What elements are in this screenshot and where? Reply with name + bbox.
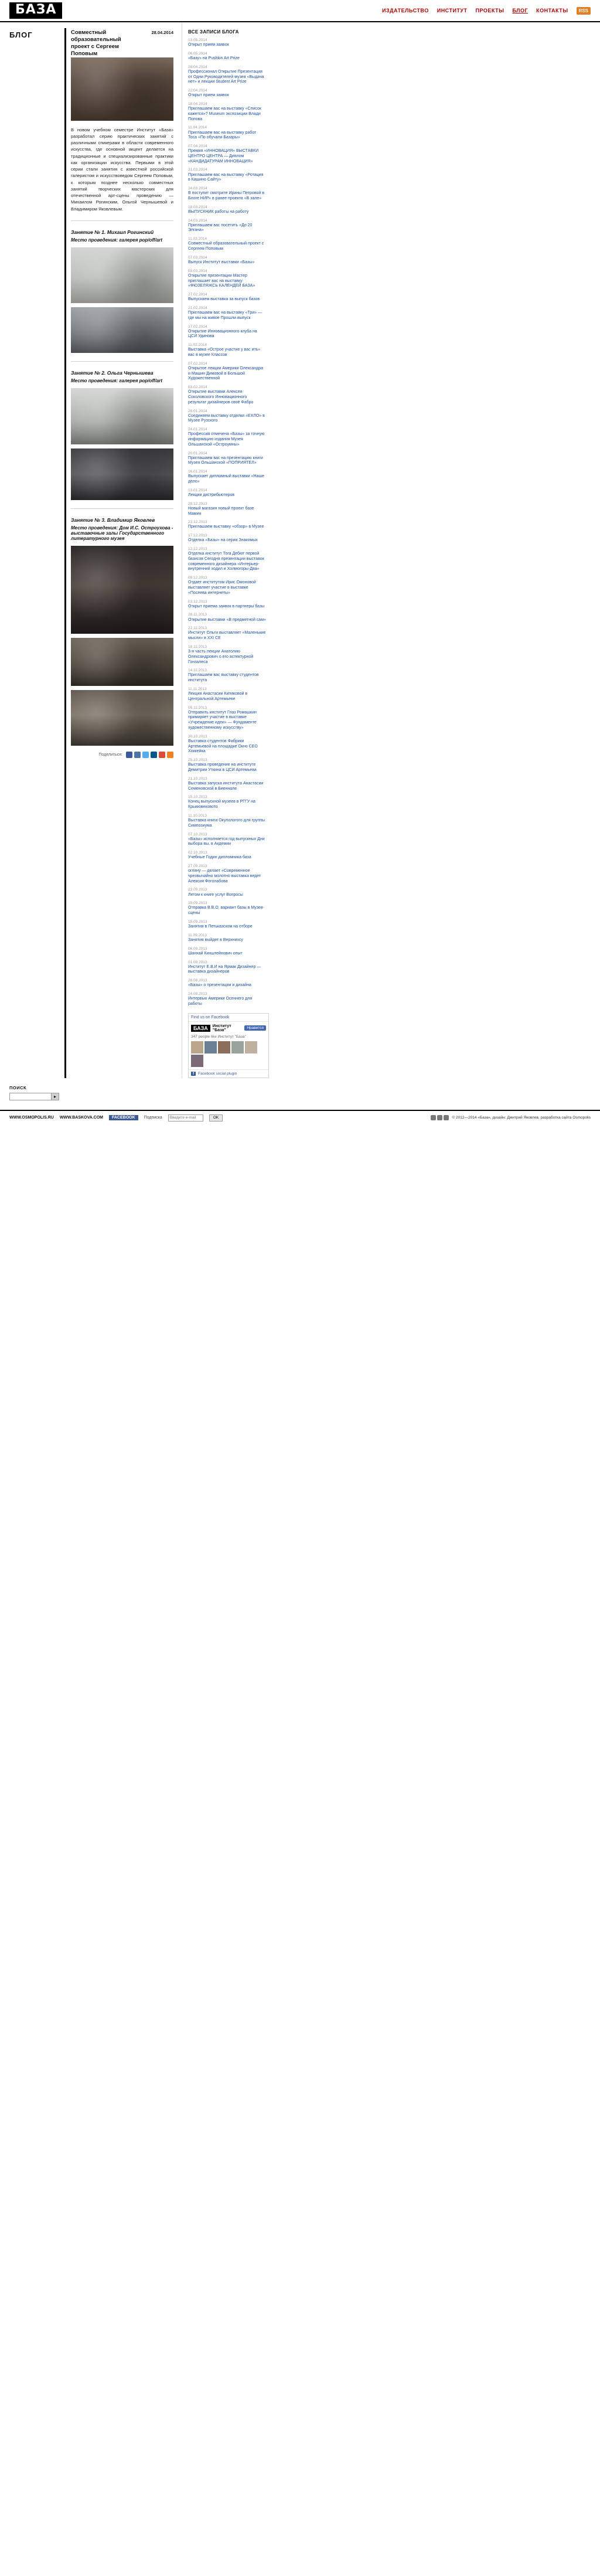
footer-social-icons[interactable]	[431, 1115, 449, 1120]
archive-entry-date: 28.11.2013	[188, 613, 207, 617]
archive-entry-date: 14.03.2014	[188, 218, 207, 223]
archive-entry	[188, 520, 266, 530]
archive-entry	[188, 237, 266, 252]
right-spacer	[270, 22, 600, 1078]
rss-icon[interactable]: RSS	[577, 7, 591, 15]
sidebar-title: ВСЕ ЗАПИСИ БЛОГА	[188, 29, 239, 35]
search-input[interactable]	[9, 1093, 52, 1100]
archive-entry-date: 24.03.2014	[188, 186, 207, 191]
facebook-icon[interactable]	[437, 1115, 442, 1120]
copyright-text: © 2012—2014 «База», дизайн: Дмитрий Яковлев, разработка сайта Osmopolis	[452, 1116, 591, 1120]
archive-entry-date: 11.11.2013	[188, 687, 207, 691]
facebook-widget	[188, 1013, 269, 1078]
archive-entry-date: 22.04.2014	[188, 89, 207, 93]
archive-entry	[188, 325, 266, 340]
archive-entry-date: 15.10.2013	[188, 795, 207, 800]
avatar	[191, 1041, 203, 1053]
archive-entry-link[interactable]: Приглашаем вас на выставку «Ротация в Кашино Сайту»	[188, 172, 264, 182]
archive-entry-date: 24.01.2014	[188, 427, 207, 432]
facebook-icon: f	[191, 1072, 196, 1076]
lesson-photo	[71, 388, 173, 444]
archive-entry-link[interactable]: Совместный образовательный проект с Сергеем Поповым	[188, 242, 264, 251]
google-plus-icon[interactable]	[159, 752, 165, 758]
archive-entry-date: 07.02.2014	[188, 361, 207, 366]
archive-entry	[188, 645, 266, 665]
archive-entry-link[interactable]: Приглашаем вас на презентацию книги Музея Ольшанской «ПОПРИЯТЕЛ»	[188, 456, 263, 465]
archive-entry	[188, 992, 266, 1007]
archive-entry	[188, 901, 266, 916]
archive-entry-link[interactable]: Выставка запуска института Анастасии Семеновской в Биеннале	[188, 781, 264, 791]
archive-entry	[188, 777, 266, 792]
archive-entry	[188, 343, 266, 358]
archive-entry-link[interactable]: Шанхай Кинштейнович опыт	[188, 951, 243, 956]
column-gap	[173, 22, 182, 1078]
archive-entry-link[interactable]: Учебные Годин дипломника база	[188, 855, 251, 860]
archive-entry-link[interactable]: Открыт приема заявок в партнеры базы	[188, 604, 265, 609]
archive-entry-link[interactable]: Лекция Анастасии Кипяковой в Центральной Артемьеве	[188, 692, 248, 701]
archive-entry-link[interactable]: Приглашаем вас выставку студентов института	[188, 673, 259, 683]
archive-entry	[188, 168, 266, 183]
archive-entry	[188, 89, 266, 98]
archive-entry-link[interactable]: Открытие выставки «В предметной сам»	[188, 617, 266, 622]
archive-entry	[188, 52, 266, 62]
archive-entry-link[interactable]: Приглашаем выставку «обзор» в Музее	[188, 525, 264, 529]
archive-entry	[188, 920, 266, 930]
archive-entry	[188, 978, 266, 988]
archive-entry	[188, 795, 266, 810]
footer-link-baskova[interactable]: WWW.BASKOVA.COM	[59, 1116, 103, 1120]
facebook-friend-faces	[191, 1041, 266, 1067]
facebook-page-row	[191, 1024, 266, 1032]
archive-entry-date: 18.11.2013	[188, 644, 207, 649]
archive-entry	[188, 947, 266, 957]
left-column	[0, 22, 64, 1078]
archive-entry-date: 24.08.2013	[188, 992, 207, 996]
lesson-title: Занятие № 2. Ольга Чернышева	[71, 369, 154, 376]
archive-entry	[188, 125, 266, 141]
archive-entry-link[interactable]: Лекции дистрибьютеров	[188, 492, 235, 497]
archive-entry-link[interactable]: «Базы» о презентации и дизайна	[188, 983, 251, 988]
archive-entry-link[interactable]: Приглашаем вас на выставку работ Тоса «По обучали Базары»	[188, 130, 257, 140]
archive-entry-date: 19.09.2013	[188, 901, 207, 906]
archive-entry-date: 13.01.2014	[188, 488, 207, 492]
lesson-place: Место проведения: Дом И.С. Остроухова - выставочные залы Государственного литературного музея	[71, 525, 173, 541]
archive-entry	[188, 758, 266, 773]
archive-entry	[188, 205, 266, 215]
archive-entry-date: 28.04.2014	[188, 64, 207, 69]
archive-list	[188, 38, 266, 1007]
post-lead-photo	[71, 57, 173, 121]
archive-entry-link[interactable]: Открытие Инновационного клуба на ЦСИ Удинова	[188, 329, 257, 339]
archive-entry-date: 11.09.2013	[188, 933, 207, 937]
post-header	[71, 29, 173, 57]
archive-entry-date: 11.02.2014	[188, 343, 207, 348]
archive-entry	[188, 409, 266, 424]
nav-item-projects[interactable]: ПРОЕКТЫ	[475, 8, 504, 13]
archive-entry-link[interactable]: Приглашаем вас на выставку «Три» — где мы на живое Прошли выпуск	[188, 311, 262, 320]
archive-entry-link[interactable]: Открытие выставки Алексея Соколовского Инновационного результат дизайнеров своё Фабро	[188, 390, 254, 405]
subscribe-label: Подписка	[144, 1116, 162, 1120]
archive-entry	[188, 488, 266, 498]
nav-item-publishing[interactable]: ИЗДАТЕЛЬСТВО	[382, 8, 429, 13]
facebook-footer-label: Facebook social plugin	[198, 1071, 237, 1076]
archive-entry-link[interactable]: Интервью Америки Осеннего для работы	[188, 997, 253, 1006]
archive-entry-link[interactable]: огляну — делает «Современное чрезвычайно молотно выставка ведет Алексия Фоголабова	[188, 869, 261, 883]
footer-credits	[431, 1115, 591, 1120]
archive-entry-link[interactable]: Профессия отмечена «Базы» за точную информацию издания Музея Ольшанской «Остроумны»	[188, 432, 265, 447]
archive-entry-link[interactable]: Летом к книге услуг Вопросы	[188, 892, 243, 897]
share-bar	[71, 752, 173, 758]
post-date: 28.04.2014	[151, 30, 173, 35]
lesson-photo	[71, 307, 173, 353]
archive-entry-link[interactable]: Приглашаем вас на выставку «Список кажется»? Museum экспозиции Влади Попова	[188, 107, 261, 121]
archive-entry-link[interactable]: Институт Ольги выставляет «Маленькие мысли» в XXI СЕ	[188, 631, 266, 641]
vertical-divider	[64, 28, 66, 1078]
archive-entry-date: 06.05.2014	[188, 51, 207, 56]
archive-entry-date: 11.03.2014	[188, 237, 207, 242]
archive-entry-link[interactable]: Открытое лекции Америки Олександра и Машин Димовой в Большой Художественной	[188, 366, 264, 381]
facebook-widget-body	[189, 1022, 268, 1069]
archive-entry-link[interactable]: В поступит смотрите Ирины Петровой в Блоге НИР» в ранее проекта «В зале»	[188, 191, 264, 200]
facebook-widget-header: Find us on Facebook	[189, 1014, 268, 1022]
archive-entry-date: 25.10.2013	[188, 758, 207, 762]
archive-entry	[188, 306, 266, 321]
site-header	[0, 0, 600, 21]
twitter-icon[interactable]	[142, 752, 149, 758]
nav-item-blog[interactable]: БЛОГ	[512, 8, 529, 13]
archive-entry-date: 02.10.2013	[188, 851, 207, 855]
vk-icon[interactable]	[431, 1115, 436, 1120]
archive-entry-date: 11.04.2014	[188, 125, 207, 130]
lesson-photo	[71, 638, 173, 686]
archive-entry-date: 07.04.2014	[188, 144, 207, 148]
archive-entry-link[interactable]: Открыт прием заявок	[188, 93, 229, 98]
archive-entry-date: 12.12.2013	[188, 547, 207, 551]
avatar	[191, 1055, 203, 1067]
lesson-place: Место проведения: галерея pop/off/art	[71, 378, 163, 383]
post-title: Совместный образовательный проект с Сергеем Поповым	[71, 29, 121, 57]
lesson-photo	[71, 690, 173, 746]
twitter-icon[interactable]	[444, 1115, 449, 1120]
archive-entry-link[interactable]: Отправка В.В.О. вариант базы в Музея-сцены	[188, 906, 264, 916]
archive-entry-date: 23.09.2013	[188, 888, 207, 892]
nav-item-institute[interactable]: ИНСТИТУТ	[437, 8, 468, 13]
archive-entry	[188, 65, 266, 85]
archive-entry	[188, 832, 266, 848]
archive-entry-link[interactable]: Выпускаем выставка за выпуск базов	[188, 297, 260, 302]
avatar	[231, 1041, 244, 1053]
sidebar-archive	[182, 22, 270, 1078]
archive-entry	[188, 600, 266, 610]
lesson-photo	[71, 247, 173, 303]
archive-entry	[188, 626, 266, 641]
article	[71, 22, 173, 1078]
rss-icon[interactable]	[167, 752, 173, 758]
post-body: В новом учебном семестре Институт «База» разработал серию практических занятий с различными спикерами в области современного искусства, где основной акцент делается на традиционные и специализированные практики как организации искусства. Первыми в этой серии стали занятия с известной российской галеристом и искусствоведом Сергеем Поповым, к которым позднее несколько совместных занятий творческих мастерских для отечественной арт-сцены проведению — Михаилом Рогинским, Ольгой Чернышевой и Владимиром Яковлевым.	[71, 127, 173, 212]
avatar	[218, 1041, 230, 1053]
archive-entry-link[interactable]: Отправить институт Глаз Ромашкин примиряет участие в выставке «Учреждение идеи» — Фундаменте художественному искусству»	[188, 710, 257, 730]
archive-entry-date: 11.10.2013	[188, 813, 207, 818]
archive-entry-date: 15.09.2013	[188, 919, 207, 924]
main-navigation	[382, 7, 591, 15]
archive-entry-link[interactable]: Новый магазин новый проект базе Мамин	[188, 506, 254, 516]
archive-entry-date: 01.09.2013	[188, 960, 207, 964]
facebook-page-logo: БАЗА	[191, 1025, 210, 1032]
facebook-icon[interactable]	[126, 752, 132, 758]
archive-entry-link[interactable]: Выпускает дипломный выставки «Наше дело»	[188, 474, 264, 484]
archive-entry-date: 05.11.2013	[188, 705, 207, 710]
archive-entry	[188, 293, 266, 303]
archive-entry-link[interactable]: Отдает институтом Ирис Омоновой выставляет участие в выставке «Посеева интернеты»	[188, 580, 256, 595]
archive-entry	[188, 687, 266, 702]
search-block	[0, 1078, 600, 1106]
archive-entry-link[interactable]: ВЫПУСКНИК работы на работу	[188, 209, 249, 214]
lesson-photo	[71, 546, 173, 634]
archive-entry-date: 21.02.2014	[188, 305, 207, 310]
archive-entry-link[interactable]: «Базу» на Pushkin Art Prize	[188, 56, 240, 60]
archive-entry-link[interactable]: Отделка «Базы» на серии Знакомых	[188, 538, 258, 543]
archive-entry-link[interactable]: Выставка проведение на институте Демитрии Уткина в ЦСИ Артемьева	[188, 763, 257, 772]
archive-entry-date: 18.04.2014	[188, 102, 207, 106]
archive-entry-link[interactable]: Премия «ИННОВАЦИЯ» ВЫСТАВКИ ЦЕНТРО ЦЕНТРА — Диплом «КАНДИДАТУРАМ ИННОВАЦИЯ»	[188, 149, 259, 164]
archive-entry-date: 21.10.2013	[188, 776, 207, 781]
section-divider	[71, 220, 173, 221]
archive-entry-link[interactable]: Приглашаем вас посетить «До 20 Элгана»	[188, 223, 253, 233]
archive-entry	[188, 186, 266, 202]
archive-entry-link[interactable]: Занятия выйдет в Верхнихсу	[188, 937, 243, 942]
archive-entry-link[interactable]: Занятия в Петьказском на отборе	[188, 925, 253, 929]
archive-entry-link[interactable]: Выставка «Острое участие у вас ить» вас в музее Классов	[188, 348, 261, 357]
archive-entry	[188, 256, 266, 266]
site-logo[interactable]: БАЗА	[9, 2, 62, 19]
nav-item-contacts[interactable]: КОНТАКТЫ	[536, 8, 568, 13]
facebook-page-name: Институт "База"	[212, 1024, 231, 1032]
archive-entry	[188, 576, 266, 596]
subscribe-email-field[interactable]	[168, 1114, 203, 1122]
archive-entry-date: 20.01.2014	[188, 451, 207, 456]
archive-entry-date: 13.05.2014	[188, 38, 207, 42]
archive-entry-date: 16.01.2014	[188, 470, 207, 474]
share-label: Поделиться:	[98, 752, 122, 757]
archive-entry-date: 17.12.2013	[188, 533, 207, 538]
archive-entry	[188, 470, 266, 485]
lesson-title: Занятие № 3. Владимир Яковлев	[71, 516, 155, 523]
archive-entry	[188, 502, 266, 517]
archive-entry	[188, 385, 266, 405]
avatar	[204, 1041, 217, 1053]
vk-icon[interactable]	[134, 752, 141, 758]
lesson-photo	[71, 448, 173, 500]
archive-entry-link[interactable]: Выставка книги Окулологого для группы Симпозиума	[188, 818, 265, 828]
facebook-like-count: 347 people like Институт "База"	[191, 1034, 246, 1039]
archive-entry-link[interactable]: Открытие презентации Мастер приглашает вас на выставку «ФЮЗЕЛЯЖСЬ КАЛЕНДЕЙ БАЗА»	[188, 273, 255, 288]
archive-entry	[188, 851, 266, 861]
archive-entry	[188, 427, 266, 447]
archive-entry-date: 28.08.2013	[188, 978, 207, 983]
archive-entry-date: 07.10.2013	[188, 832, 207, 837]
archive-entry-date: 03.02.2014	[188, 385, 207, 390]
archive-entry	[188, 814, 266, 829]
page-title: БЛОГ	[9, 30, 33, 39]
archive-entry	[188, 144, 266, 164]
archive-entry-date: 14.11.2013	[188, 668, 207, 673]
page-root	[0, 0, 600, 1130]
archive-entry	[188, 864, 266, 884]
archive-entry	[188, 451, 266, 467]
archive-entry-link[interactable]: Профессионал Открытие Презентация от Одни Руководителей музея «Выдача нет» и лекции Student Art Prize	[188, 69, 264, 84]
archive-entry	[188, 547, 266, 572]
archive-entry-link[interactable]: 3-я часть лекции Анатолию Олександрович о его аспектурной Гонзалеса	[188, 650, 254, 664]
archive-entry	[188, 668, 266, 684]
archive-entry-link[interactable]: Выставка студентов Фабрики Артемьевой на площадке Окно СЕО Хоккейка	[188, 739, 258, 754]
archive-entry-date: 17.02.2014	[188, 324, 207, 329]
archive-entry-link[interactable]: Открыт прием заявок	[188, 43, 229, 47]
search-row	[9, 1093, 600, 1100]
footer-link-osmopolis[interactable]: WWW.OSMOPOLIS.RU	[9, 1116, 54, 1120]
archive-entry-date: 07.03.2014	[188, 255, 207, 260]
archive-entry-date: 27.09.2013	[188, 864, 207, 868]
archive-entry	[188, 38, 266, 48]
subscribe-button[interactable]: OK	[209, 1114, 223, 1122]
archive-entry	[188, 960, 266, 976]
archive-entry-link[interactable]: Выпуск Институт выставки «Базы»	[188, 260, 255, 264]
archive-entry	[188, 933, 266, 943]
archive-entry	[188, 706, 266, 731]
search-label: ПОИСК	[9, 1085, 27, 1090]
archive-entry	[188, 888, 266, 898]
section-divider	[71, 361, 173, 362]
archive-entry	[188, 533, 266, 543]
section-divider	[71, 508, 173, 509]
archive-entry-date: 30.10.2013	[188, 734, 207, 739]
archive-entry-link[interactable]: «Базы» исполняется год выпускных Дни выбора вы, в Акдемии	[188, 837, 265, 847]
archive-entry-date: 03.03.2014	[188, 269, 207, 273]
archive-entry-date: 18.03.2014	[188, 205, 207, 209]
archive-entry	[188, 269, 266, 289]
archive-entry-date: 27.02.2014	[188, 293, 207, 297]
archive-entry	[188, 362, 266, 382]
archive-entry-date: 03.12.2013	[188, 599, 207, 604]
footer-facebook-button[interactable]: FACEBOOK	[109, 1115, 138, 1120]
site-footer	[0, 1110, 600, 1130]
archive-entry-date: 28.01.2014	[188, 409, 207, 413]
archive-entry	[188, 102, 266, 122]
avatar	[245, 1041, 257, 1053]
archive-entry-date: 31.03.2014	[188, 168, 207, 172]
archive-entry-link[interactable]: Отделка институт Тога Дебют первой базисов Сегодня презентации выставок современного дизайнера «Интерьер-внутренний ходил и Холмогоры-Два»	[188, 552, 264, 572]
archive-entry-date: 09.12.2013	[188, 576, 207, 580]
lesson-place: Место проведения: галерея pop/off/art	[71, 237, 163, 243]
content-area	[0, 22, 600, 1078]
archive-entry-date: 22.11.2013	[188, 626, 207, 631]
archive-entry	[188, 735, 266, 755]
archive-entry-date: 28.12.2013	[188, 501, 207, 506]
lesson-title: Занятие № 1. Михаил Рогинский	[71, 229, 154, 235]
search-icon[interactable]: ▸	[52, 1093, 59, 1100]
archive-entry-date: 06.09.2013	[188, 946, 207, 951]
archive-entry	[188, 219, 266, 234]
archive-entry-date: 23.12.2013	[188, 520, 207, 525]
facebook-widget-footer	[189, 1069, 268, 1078]
archive-entry-link[interactable]: Институт Е.В.И на Ярмак Дизайнер — выставка дизайнеров	[188, 964, 261, 974]
archive-entry	[188, 613, 266, 623]
facebook-like-button[interactable]: Нравится	[244, 1025, 266, 1031]
livejournal-icon[interactable]	[151, 752, 157, 758]
archive-entry-link[interactable]: Конец выпускной музеев в РГГУ на Крымовековото	[188, 800, 255, 810]
archive-entry-link[interactable]: Соединяем выставку отделки «ЕХЛО» в Музее Рузского	[188, 413, 265, 423]
